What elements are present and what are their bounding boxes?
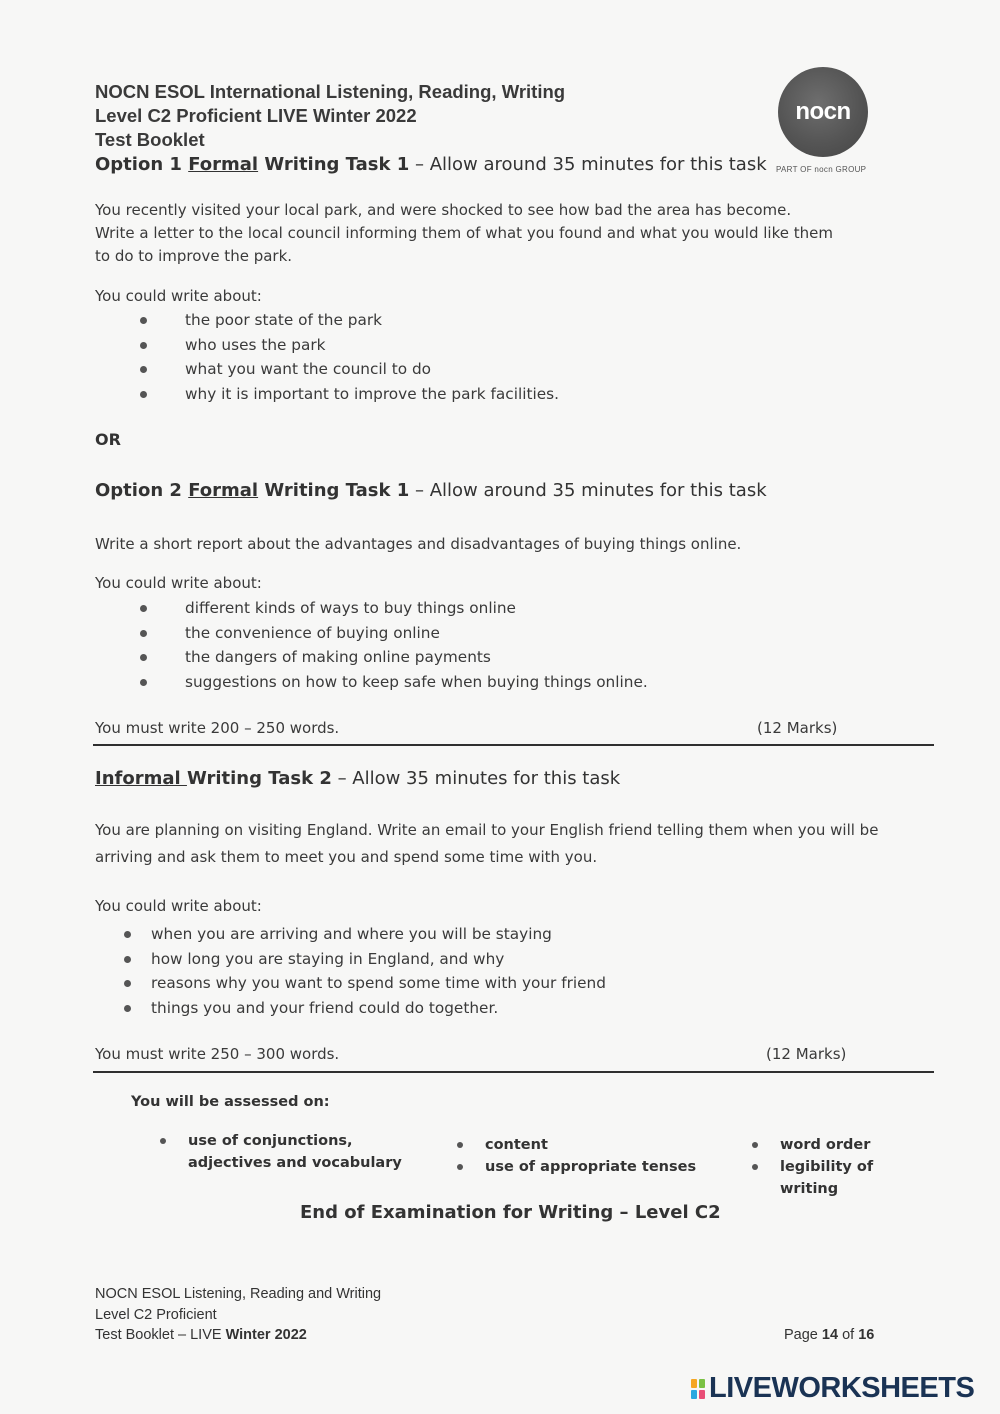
list-item: what you want the council to do (140, 357, 559, 382)
bullet-icon (124, 1005, 131, 1012)
bullet-icon (140, 317, 147, 324)
list-item: when you are arriving and where you will be staying (124, 922, 606, 947)
list-item: the convenience of buying online (140, 621, 648, 646)
bullet-icon (457, 1142, 463, 1148)
header-line-2: Level C2 Proficient LIVE Winter 2022 (95, 105, 417, 126)
footer-line-2: Level C2 Proficient (95, 1306, 217, 1323)
option2-heading-rest: – Allow around 35 minutes for this task (409, 480, 767, 501)
option1-prompt (95, 199, 833, 268)
option1-prompt-line: to do to improve the park. (95, 247, 293, 265)
option2-prompt: Write a short report about the advantages and disadvantages of buying things online. (95, 535, 742, 553)
task2-heading (95, 768, 620, 789)
option1-prompt-line: You recently visited your local park, and were shocked to see how bad the area has become. (95, 201, 792, 219)
option1-heading (95, 154, 767, 175)
assessment-item-continued: adjectives and vocabulary (188, 1155, 402, 1171)
task2-heading-rest: – Allow 35 minutes for this task (331, 768, 621, 789)
bullet-icon (140, 630, 147, 637)
assessment-item: content (457, 1134, 696, 1156)
list-item: different kinds of ways to buy things online (140, 596, 648, 621)
bullet-icon (457, 1164, 463, 1170)
liveworksheets-watermark (690, 1372, 974, 1405)
option2-heading (95, 480, 767, 501)
or-label: OR (95, 430, 121, 449)
bullet-icon (140, 679, 147, 686)
bullet-icon (140, 342, 147, 349)
end-of-exam-text: End of Examination for Writing – Level C2 (300, 1202, 721, 1223)
header-line-3: Test Booklet (95, 129, 205, 150)
list-item: who uses the park (140, 333, 559, 358)
bullet-icon (140, 605, 147, 612)
footer-line-1: NOCN ESOL Listening, Reading and Writing (95, 1286, 382, 1302)
list-item: suggestions on how to keep safe when buying things online. (140, 670, 648, 695)
list-item: why it is important to improve the park facilities. (140, 382, 559, 407)
option2-could-write: You could write about: (95, 574, 262, 592)
option2-marks: (12 Marks) (757, 719, 838, 737)
option1-heading-task: Writing Task 1 (258, 154, 410, 175)
divider (93, 1071, 934, 1073)
bullet-icon (124, 931, 131, 938)
option2-heading-prefix: Option 2 (95, 480, 189, 501)
task2-prompt (95, 817, 878, 871)
task2-heading-task: Writing Task 2 (186, 768, 332, 789)
logo-subtext: PART OF nocn GROUP (776, 165, 867, 174)
nocn-logo-icon (778, 67, 868, 157)
option2-word-count: You must write 200 – 250 words. (95, 719, 340, 737)
option1-prompt-line: Write a letter to the local council informing them of what you found and what you would like them (95, 224, 833, 242)
option2-heading-formal: Formal (188, 480, 259, 501)
list-item: how long you are staying in England, and why (124, 947, 606, 972)
assessment-col-2 (457, 1134, 696, 1178)
assessment-item-continued: writing (780, 1181, 839, 1197)
bullet-icon (160, 1138, 166, 1144)
assessment-col-1 (160, 1130, 402, 1174)
list-item: the poor state of the park (140, 308, 559, 333)
option1-heading-prefix: Option 1 (95, 154, 189, 175)
option1-could-write: You could write about: (95, 287, 262, 305)
page-footer (95, 1284, 381, 1346)
option2-heading-task: Writing Task 1 (258, 480, 410, 501)
task2-prompt-line: You are planning on visiting England. Write an email to your English friend telling them when you will be (95, 821, 879, 839)
bullet-icon (140, 654, 147, 661)
list-item: reasons why you want to spend some time with your friend (124, 971, 606, 996)
option2-bullet-list (140, 596, 648, 695)
bullet-icon (140, 366, 147, 373)
task2-heading-informal: Informal (95, 768, 187, 789)
assessment-item: legibility of (752, 1156, 873, 1178)
bullet-icon (124, 956, 131, 963)
task2-word-count: You must write 250 – 300 words. (95, 1045, 340, 1063)
task2-could-write: You could write about: (95, 897, 262, 915)
task2-marks: (12 Marks) (766, 1045, 847, 1063)
logo-text: nocn (795, 98, 851, 125)
bullet-icon (752, 1142, 758, 1148)
bullet-icon (124, 980, 131, 987)
assessment-item: use of conjunctions, (160, 1130, 402, 1152)
footer-line-3: Test Booklet – LIVE Winter 2022 (95, 1327, 307, 1343)
task2-prompt-line: arriving and ask them to meet you and spend some time with you. (95, 848, 598, 866)
page-number: Page 14 of 16 (784, 1327, 875, 1343)
bullet-icon (140, 391, 147, 398)
divider (93, 744, 934, 746)
option1-heading-formal: Formal (188, 154, 259, 175)
task2-bullet-list (124, 922, 606, 1021)
assessment-item: word order (752, 1134, 873, 1156)
list-item: the dangers of making online payments (140, 645, 648, 670)
assessment-col-3 (752, 1134, 873, 1200)
doc-header (95, 80, 565, 152)
liveworksheets-text: LIVEWORKSHEETS (709, 1372, 975, 1404)
liveworksheets-icon (690, 1378, 706, 1400)
assessment-item: use of appropriate tenses (457, 1156, 696, 1178)
bullet-icon (752, 1164, 758, 1170)
option1-bullet-list (140, 308, 559, 407)
list-item: things you and your friend could do together. (124, 996, 606, 1021)
assessment-title: You will be assessed on: (131, 1094, 330, 1110)
option1-heading-rest: – Allow around 35 minutes for this task (409, 154, 767, 175)
header-line-1: NOCN ESOL International Listening, Reading, Writing (95, 81, 566, 102)
